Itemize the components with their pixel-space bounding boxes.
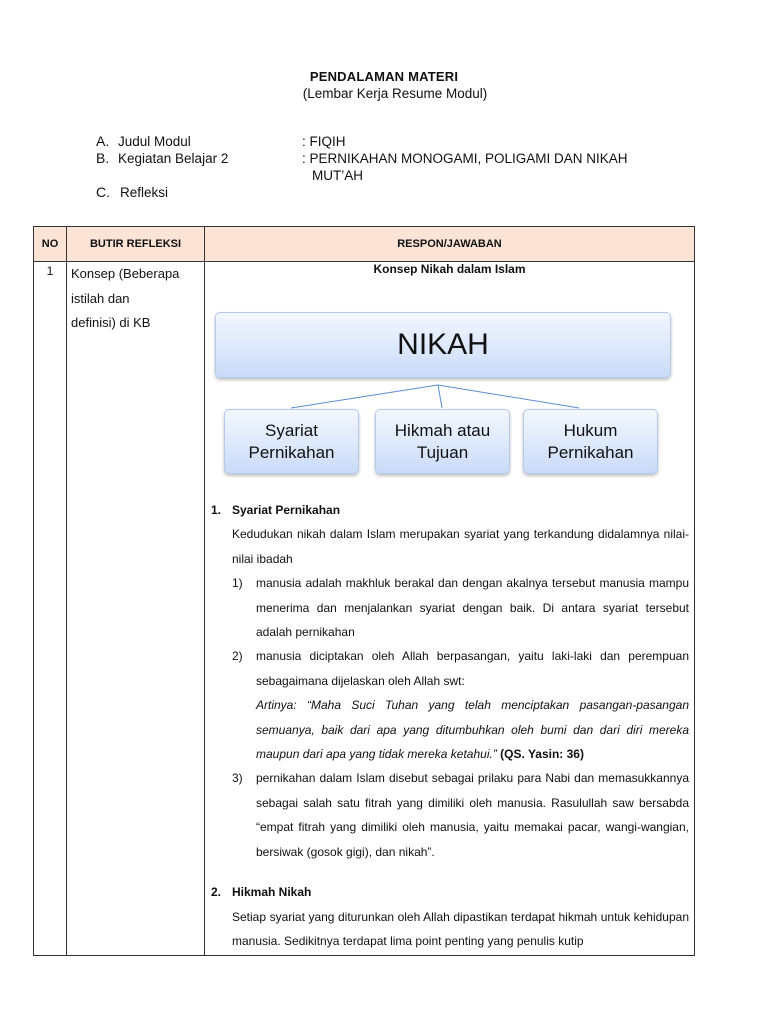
quran-quote xyxy=(211,693,689,766)
info-letter: C. xyxy=(96,184,110,200)
nikah-root-box: NIKAH xyxy=(215,312,671,378)
info-label: Kegiatan Belajar 2 xyxy=(118,151,229,166)
butir-line: istilah dan xyxy=(71,290,130,306)
box-line: Pernikahan xyxy=(547,442,634,462)
list-item-number: 1) xyxy=(232,576,243,591)
info-row-refleksi xyxy=(96,184,169,201)
quote-reference: (QS. Yasin: 36) xyxy=(500,747,584,762)
syariat-box xyxy=(224,409,359,474)
list-item-text: pernikahan dalam Islam disebut sebagai prilaku para Nabi dan memasukkannya sebagai salah satu fitrah yang dimiliki oleh manusia. Rasulullah saw bersabda “empat fitrah yang dimiliki oleh manusia, yaitu memakai pacar, wangi-wangian, bersiwak (gosok gigi), dan nikah”. xyxy=(256,771,689,859)
hukum-box xyxy=(523,409,658,474)
butir-cell xyxy=(67,262,205,956)
concept-diagram xyxy=(205,262,693,502)
header-no: NO xyxy=(34,227,67,262)
info-label: Judul Modul xyxy=(118,134,191,149)
section-number: 1. xyxy=(211,503,222,517)
row-number: 1 xyxy=(34,262,67,956)
box-line: Tujuan xyxy=(416,442,469,462)
connector-line xyxy=(291,385,438,408)
connector-line xyxy=(438,385,579,408)
butir-line: definisi) di KB xyxy=(71,315,151,330)
list-item-text: manusia diciptakan oleh Allah berpasangan, yaitu laki-laki dan perempuan sebagaimana dijelaskan oleh Allah swt: xyxy=(256,649,689,688)
list-item-text: manusia adalah makhluk berakal dan dengan akalnya tersebut manusia mampu menerima dan menjalankan syariat dengan baik. Di antara syariat tersebut adalah pernikahan xyxy=(256,576,689,640)
diagram-title: Konsep Nikah dalam Islam xyxy=(373,262,526,276)
page-subtitle: (Lembar Kerja Resume Modul) xyxy=(302,86,488,101)
reflection-table xyxy=(33,226,695,956)
section-intro: Setiap syariat yang diturunkan oleh Allah dipastikan terdapat hikmah untuk kehidupan manusia. Sedikitnya terdapat lima point penting yang penulis kutip xyxy=(232,909,689,948)
section-heading xyxy=(211,498,689,522)
section-title: Hikmah Nikah xyxy=(232,885,312,900)
section-intro: Kedudukan nikah dalam Islam merupakan syariat yang terkandung didalamnya nilai-nilai ibadah xyxy=(232,527,689,566)
info-row-kegiatan xyxy=(96,150,628,183)
header-butir: BUTIR REFLEKSI xyxy=(67,227,205,262)
box-line: Syariat xyxy=(265,420,318,440)
section-heading xyxy=(211,880,689,904)
info-value: : FIQIH xyxy=(302,134,346,149)
section-title: Syariat Pernikahan xyxy=(232,503,341,517)
list-item-number: 3) xyxy=(232,771,243,786)
box-line: Hikmah atau xyxy=(394,420,491,440)
list-item-number: 2) xyxy=(232,649,243,664)
section-number: 2. xyxy=(211,885,222,900)
info-row-judul xyxy=(96,133,346,150)
list-item xyxy=(211,766,689,864)
page-title: PENDALAMAN MATERI xyxy=(309,69,459,84)
info-value-continued: MUT’AH xyxy=(312,168,363,183)
response-cell xyxy=(205,262,695,956)
info-letter: A. xyxy=(96,133,110,149)
table-row xyxy=(34,262,695,956)
info-label: Refleksi xyxy=(120,185,169,200)
connector-line xyxy=(438,385,442,408)
box-line: Pernikahan xyxy=(248,442,335,462)
list-item xyxy=(211,644,689,693)
hikmah-box xyxy=(375,409,510,474)
table-header-row xyxy=(34,227,695,262)
box-line: Hukum xyxy=(563,420,618,440)
info-letter: B. xyxy=(96,150,110,166)
butir-line: Konsep (Beberapa xyxy=(71,266,180,281)
list-item xyxy=(211,571,689,644)
header-respon: RESPON/JAWABAN xyxy=(205,227,695,262)
quote-text: Artinya: “Maha Suci Tuhan yang telah menciptakan pasangan-pasangan semuanya, baik dari apa yang ditumbuhkan oleh bumi dan dari diri mereka maupun dari apa yang tidak mereka ketahui.” xyxy=(256,698,689,762)
response-content xyxy=(211,498,689,953)
info-value: : PERNIKAHAN MONOGAMI, POLIGAMI DAN NIKAH xyxy=(302,151,628,166)
